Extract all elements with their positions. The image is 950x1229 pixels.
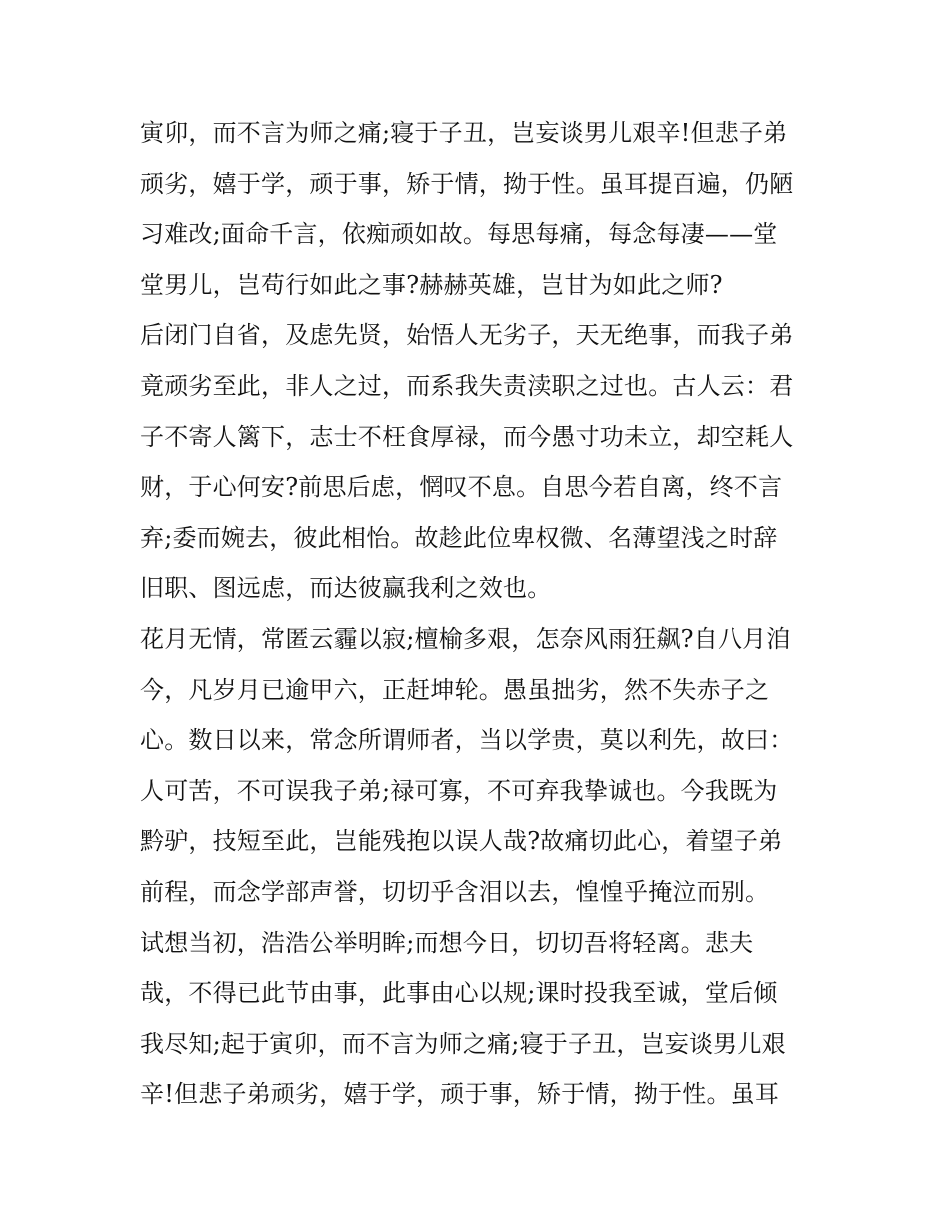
text-line: 财，于心何安?前思后虑，惘叹不息。自思今若自离，终不言 (140, 473, 783, 502)
text-line: 子不寄人篱下，志士不枉食厚禄，而今愚寸功未立，却空耗人 (140, 422, 794, 451)
text-line: 顽劣，嬉于学，顽于事，矫于情，拗于性。虽耳提百遍，仍陋 (140, 169, 794, 198)
body-text (140, 108, 820, 1120)
text-line: 习难改;面命千言，依痴顽如故。每思每痛，每念每凄——堂 (140, 220, 778, 249)
text-line: 辛!但悲子弟顽劣，嬉于学，顽于事，矫于情，拗于性。虽耳 (140, 1080, 780, 1109)
text-line: 心。数日以来，常念所谓师者，当以学贵，莫以利先，故曰： (140, 726, 794, 755)
text-line: 花月无情，常匿云霾以寂;檀榆多艰，怎奈风雨狂飙?自八月洎 (140, 624, 791, 653)
text-line: 竟顽劣至此，非人之过，而系我失责渎职之过也。古人云：君 (140, 371, 794, 400)
text-line: 寅卯，而不言为师之痛;寝于子丑，岂妄谈男儿艰辛!但悲子弟 (140, 119, 788, 147)
text-line: 前程，而念学部声誉，切切乎含泪以去，惶惶乎掩泣而别。 (140, 877, 770, 906)
text-line: 我尽知;起于寅卯，而不言为师之痛;寝于子丑，岂妄谈男儿艰 (140, 1029, 786, 1058)
text-line: 人可苦，不可误我子弟;禄可寡，不可弃我挚诚也。今我既为 (140, 776, 778, 805)
text-line: 黔驴，技短至此，岂能残抱以误人哉?故痛切此心，着望子弟 (140, 827, 783, 856)
text-line: 堂男儿，岂苟行如此之事?赫赫英雄，岂甘为如此之师? (140, 270, 723, 299)
text-line: 试想当初，浩浩公举明眸;而想今日，切切吾将轻离。悲夫 (140, 928, 754, 957)
text-line: 后闭门自省，及虑先贤，始悟人无劣子，天无绝事，而我子弟 (140, 321, 794, 350)
text-line: 今，凡岁月已逾甲六，正赶坤轮。愚虽拙劣，然不失赤子之 (140, 675, 770, 704)
text-line: 旧职、图远虑，而达彼赢我利之效也。 (140, 574, 552, 603)
text-line: 弃;委而婉去，彼此相怡。故趁此位卑权微、名薄望浅之时辞 (140, 523, 778, 552)
text-line: 哉，不得已此节由事，此事由心以规;课时投我至诚，堂后倾 (140, 979, 778, 1008)
